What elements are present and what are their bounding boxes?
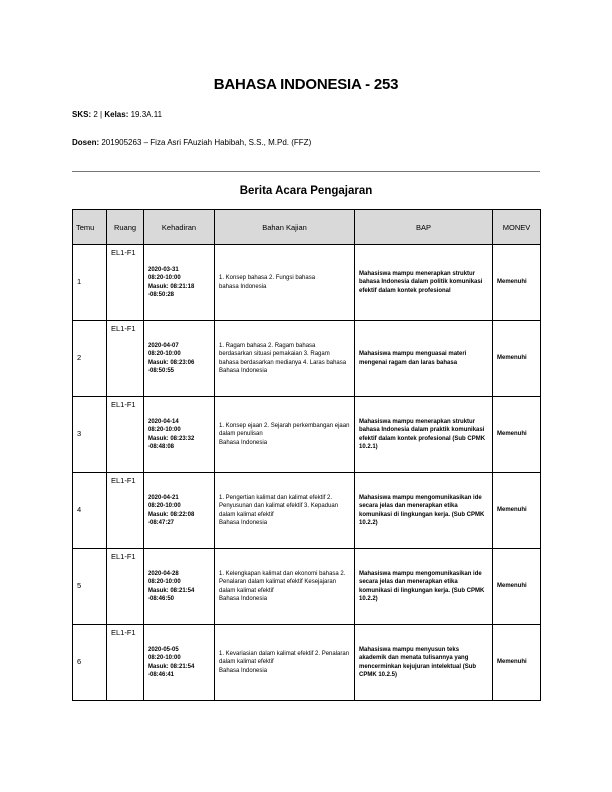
table-row	[73, 245, 541, 321]
sks-label: SKS:	[72, 110, 92, 119]
bap-cell: Mahasiswa mampu menerapkan struktur bahasa Indonesia dalam praktik komunikasi efektif dalam kontek profesional (Sub CPMK 10.2.1)	[355, 397, 493, 473]
col-header-bap: BAP	[355, 210, 493, 245]
kehadiran-keluar: -08:47:27	[148, 520, 175, 526]
page-title: BAHASA INDONESIA - 253	[213, 76, 399, 93]
ruang-cell: EL1-F1	[107, 245, 144, 321]
kehadiran-date: 2020-03-31	[148, 266, 179, 273]
monev-cell: Memenuhi	[493, 321, 541, 397]
kehadiran-keluar: -08:50:55	[148, 368, 175, 374]
kehadiran-slot: 08:20-10:00	[148, 351, 181, 357]
dosen-label: Dosen:	[72, 138, 100, 147]
temu-cell: 3	[73, 397, 107, 473]
kehadiran-keluar: -08:50:28	[148, 292, 175, 298]
bahan-kajian-topics: 1. Pengertian kalimat dan kalimat efektif 2. Penyusunan dan kalimat efektif 3. Kepaduan dalam kalimat efektif	[219, 494, 339, 518]
table-row	[73, 321, 541, 397]
kehadiran-keluar: -08:48:08	[148, 444, 175, 450]
kehadiran-date: 2020-04-28	[148, 570, 179, 577]
table-row	[73, 397, 541, 473]
kehadiran-date: 2020-05-05	[148, 646, 179, 653]
bahan-kajian-subject: Bahasa Indonesia	[219, 368, 268, 374]
kehadiran-masuk: Masuk: 08:23:32	[148, 435, 195, 442]
kehadiran-cell	[144, 549, 215, 625]
bahan-kajian-cell	[215, 625, 355, 701]
sks-value: 2	[93, 110, 98, 119]
kehadiran-slot: 08:20-10:00	[148, 579, 181, 585]
divider	[72, 171, 540, 172]
col-header-ruang: Ruang	[107, 210, 144, 245]
monev-cell: Memenuhi	[493, 397, 541, 473]
ruang-cell: EL1-F1	[107, 321, 144, 397]
course-meta	[72, 110, 162, 119]
bap-cell: Mahasiswa mampu mengomunikasikan ide secara jelas dan menerapkan etika komunikasi di lingkungan kerja. (Sub CPMK 10.2.2)	[355, 549, 493, 625]
bahan-kajian-subject: Bahasa Indonesia	[219, 439, 268, 446]
ruang-cell: EL1-F1	[107, 549, 144, 625]
bahan-kajian-subject: Bahasa Indonesia	[219, 520, 268, 526]
temu-cell: 6	[73, 625, 107, 701]
bahan-kajian-topics: 1. Kevariasian dalam kalimat efektif 2. Penalaran dalam kalimat efektif	[219, 650, 350, 666]
kehadiran-slot: 08:20-10:00	[148, 655, 181, 661]
col-header-kehadiran: Kehadiran	[144, 210, 215, 245]
kehadiran-date: 2020-04-21	[148, 494, 179, 501]
meta-separator: |	[100, 110, 103, 119]
monev-cell: Memenuhi	[493, 549, 541, 625]
kehadiran-cell	[144, 473, 215, 549]
col-header-monev: MONEV	[493, 210, 541, 245]
ruang-cell: EL1-F1	[107, 625, 144, 701]
lecturer-meta	[72, 138, 311, 147]
bahan-kajian-cell	[215, 549, 355, 625]
kehadiran-cell	[144, 321, 215, 397]
table-row	[73, 473, 541, 549]
bahan-kajian-topics: 1. Kelengkapan kalimat dan ekonomi bahasa 2. Penalaran dalam kalimat efektif Kesejajaran dalam kalimat efektif	[219, 570, 346, 594]
kehadiran-masuk: Masuk: 08:21:18	[148, 283, 195, 290]
kehadiran-cell	[144, 625, 215, 701]
col-header-temu: Temu	[73, 210, 107, 245]
kehadiran-date: 2020-04-14	[148, 418, 179, 425]
kehadiran-cell	[144, 245, 215, 321]
bahan-kajian-topics: 1. Ragam bahasa 2. Ragam bahasa berdasarkan situasi pemakaian 3. Ragam bahasa berdasarkan medianya 4. Laras bahasa	[219, 342, 347, 366]
col-header-bahan-kajian: Bahan Kajian	[215, 210, 355, 245]
bap-cell: Mahasiswa mampu menerapkan struktur bahasa Indonesia dalam politik komunikasi efektif dalam kontek profesional	[355, 245, 493, 321]
bahan-kajian-cell	[215, 321, 355, 397]
bap-table	[72, 209, 541, 701]
bahan-kajian-subject: Bahasa Indonesia	[219, 667, 268, 674]
kehadiran-slot: 08:20-10:00	[148, 427, 181, 433]
temu-cell: 1	[73, 245, 107, 321]
table-row	[73, 549, 541, 625]
kelas-label: Kelas:	[104, 110, 129, 119]
monev-cell: Memenuhi	[493, 625, 541, 701]
kehadiran-date: 2020-04-07	[148, 342, 179, 349]
kehadiran-masuk: Masuk: 08:23:06	[148, 359, 195, 366]
bahan-kajian-cell	[215, 245, 355, 321]
monev-cell: Memenuhi	[493, 473, 541, 549]
bahan-kajian-topics: 1. Konsep bahasa 2. Fungsi bahasa	[219, 275, 316, 281]
bahan-kajian-topics: 1. Konsep ejaan 2. Sejarah perkembangan ejaan dalam penulisan	[219, 422, 350, 438]
kehadiran-slot: 08:20-10:00	[148, 503, 181, 509]
kehadiran-slot: 08:20-10:00	[148, 275, 181, 281]
bahan-kajian-cell	[215, 473, 355, 549]
bap-cell: Mahasiswa mampu menguasai materi mengenai ragam dan laras bahasa	[355, 321, 493, 397]
kehadiran-keluar: -08:46:50	[148, 596, 175, 602]
kehadiran-keluar: -08:46:41	[148, 672, 175, 678]
kehadiran-cell	[144, 397, 215, 473]
bahan-kajian-subject: bahasa Indonesia	[219, 283, 267, 290]
ruang-cell: EL1-F1	[107, 397, 144, 473]
temu-cell: 2	[73, 321, 107, 397]
kehadiran-masuk: Masuk: 08:21:54	[148, 663, 195, 670]
ruang-cell: EL1-F1	[107, 473, 144, 549]
monev-cell: Memenuhi	[493, 245, 541, 321]
bahan-kajian-cell	[215, 397, 355, 473]
kehadiran-masuk: Masuk: 08:22:08	[148, 511, 195, 518]
kehadiran-masuk: Masuk: 08:21:54	[148, 587, 195, 594]
dosen-value: 201905263 – Fiza Asri FAuziah Habibah, S.S., M.Pd. (FFZ)	[101, 138, 312, 147]
bap-cell: Mahasiswa mampu mengomunikasikan ide secara jelas dan menerapkan etika komunikasi di lingkungan kerja. (Sub CPMK 10.2.2)	[355, 473, 493, 549]
section-title: Berita Acara Pengajaran	[239, 185, 373, 197]
table-header-row	[73, 210, 541, 245]
table-row	[73, 625, 541, 701]
temu-cell: 4	[73, 473, 107, 549]
kelas-value: 19.3A.11	[130, 110, 163, 119]
bahan-kajian-subject: Bahasa Indonesia	[219, 596, 268, 602]
bap-cell: Mahasiswa mampu menyusun teks akademik dan menata tulisannya yang mencerminkan kejujuran intelektual (Sub CPMK 10.2.5)	[355, 625, 493, 701]
temu-cell: 5	[73, 549, 107, 625]
